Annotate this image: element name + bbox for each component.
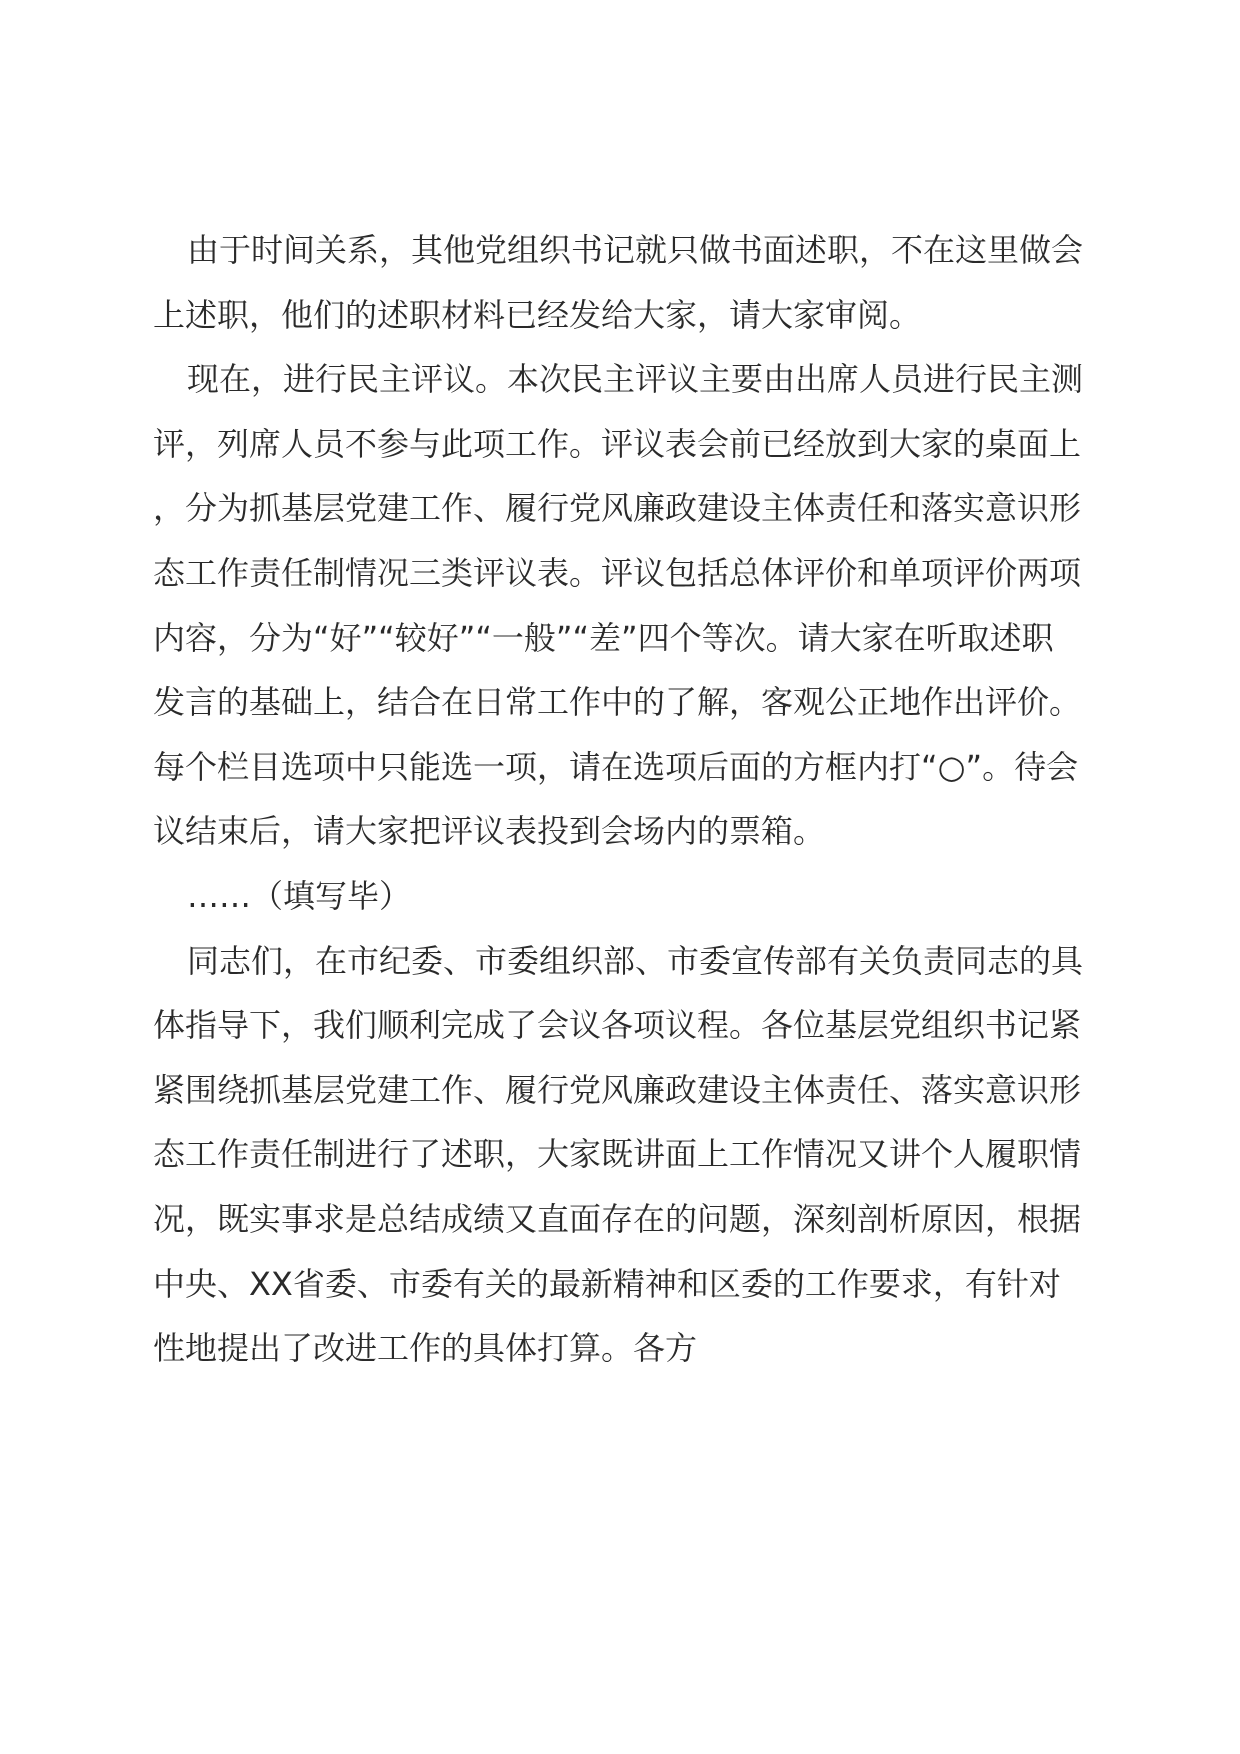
paragraph-democratic-evaluation: 现在，进行民主评议。本次民主评议主要由出席人员进行民主测评，列席人员不参与此项工作。评议表会前已经放到大家的桌面上，分为抓基层党建工作、履行党风廉政建设主体责任和落实意识形态工作责任制情况三类评议表。评议包括总体评价和单项评价两项内容，分为“好”“较好”“一般”“差”四个等次。请大家在听取述职发言的基础上，结合在日常工作中的了解，客观公正地作出评价。每个栏目选项中只能选一项，请在选项后面的方框内打“○”。待会议结束后，请大家把评议表投到会场内的票箱。 — [153, 360, 1084, 851]
paragraph-filling-complete: ……（填写毕） — [187, 876, 412, 915]
paragraph-closing-remarks: 同志们，在市纪委、市委组织部、市委宣传部有关负责同志的具体指导下，我们顺利完成了会议各项议程。各位基层党组织书记紧紧围绕抓基层党建工作、履行党风廉政建设主体责任、落实意识形态工作责任制进行了述职，大家既讲面上工作情况又讲个人履职情况，既实事求是总结成绩又直面存在的问题，深刻剖析原因，根据中央、XX省委、市委有关的最新精神和区委的工作要求，有针对性地提出了改进工作的具体打算。各方 — [153, 941, 1084, 1368]
paragraph-written-reports: 由于时间关系，其他党组织书记就只做书面述职，不在这里做会上述职，他们的述职材料已经发给大家，请大家审阅。 — [153, 231, 1084, 334]
document-body — [153, 218, 1083, 1381]
